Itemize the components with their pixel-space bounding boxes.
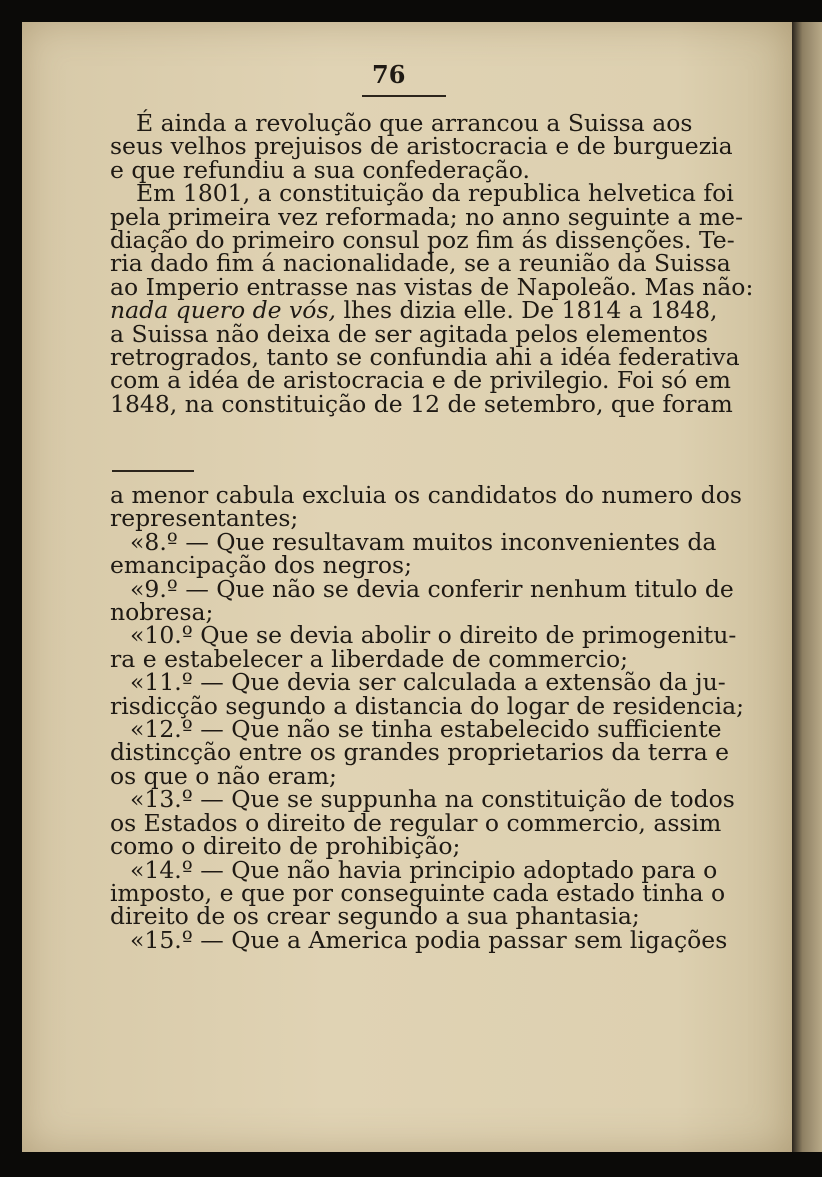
text-line: retrogrados, tanto se confundia ahi a idéa federativa <box>110 343 740 372</box>
main-text <box>110 109 754 418</box>
footnote-line: como o direito de prohibição; <box>110 832 461 861</box>
text-line: e que refundiu a sua confederação. <box>110 155 530 184</box>
text-line: com a idéa de aristocracia e de privilegio. Foi só em <box>110 366 731 395</box>
footnote-line: emancipação dos negros; <box>110 551 413 580</box>
page-number-rule <box>362 95 446 97</box>
text-line: É ainda a revolução que arrancou a Suissa aos <box>136 109 693 137</box>
footnote-rule <box>112 470 194 472</box>
footnote-line: «12.º — Que não se tinha estabelecido sufficiente <box>130 715 722 744</box>
footnote-line: ra e estabelecer a liberdade de commercio; <box>110 644 629 673</box>
page-edge <box>792 22 822 1152</box>
footnote-line: imposto, e que por conseguinte cada estado tinha o <box>110 878 726 907</box>
footnote-line: «11.º — Que devia ser calculada a extensão da ju- <box>130 668 726 697</box>
footnote-line: «14.º — Que não havia principio adoptado para o <box>130 855 718 884</box>
text-line: Em 1801, a constituição da republica helvetica foi <box>136 179 734 208</box>
italic-quote: nada quero de vós, <box>110 296 336 325</box>
page-number: 76 <box>372 60 406 89</box>
text-line: seus velhos prejuisos de aristocracia e de burguezia <box>110 132 733 161</box>
text-line-rest: lhes dizia elle. De 1814 a 1848, <box>343 296 718 325</box>
footnote-line: risdicção segundo a distancia do logar de residencia; <box>110 691 745 720</box>
text-line: ria dado fim á nacionalidade, se a reunião da Suissa <box>110 249 731 278</box>
footnote-line: os Estados o direito de regular o commercio, assim <box>110 808 722 837</box>
text-line: diação do primeiro consul poz fim ás dissenções. Te- <box>110 226 735 255</box>
footnote-line: representantes; <box>110 504 299 533</box>
footnote-line: «15.º — Que a America podia passar sem ligações <box>130 925 728 954</box>
footnote-line: os que o não eram; <box>110 761 337 790</box>
footnote-line: «8.º — Que resultavam muitos inconvenientes da <box>130 527 717 556</box>
text-line: ao Imperio entrasse nas vistas de Napoleão. Mas não: <box>110 272 754 301</box>
footnote-line: a menor cabula excluia os candidatos do numero dos <box>110 481 742 509</box>
footnote-line: nobresa; <box>110 598 214 627</box>
footnote-line: «13.º — Que se suppunha na constituição de todos <box>130 785 735 814</box>
footnote-line: distincção entre os grandes proprietarios da terra e <box>110 738 730 767</box>
footnote-text <box>110 481 745 954</box>
text-line: 1848, na constituição de 12 de setembro, que foram <box>110 389 733 418</box>
footnote-line: «9.º — Que não se devia conferir nenhum titulo de <box>130 574 734 603</box>
text-line: a Suissa não deixa de ser agitada pelos elementos <box>110 319 708 348</box>
text-line: pela primeira vez reformada; no anno seguinte a me- <box>110 202 744 231</box>
footnote-line: direito de os crear segundo a sua phantasia; <box>110 902 640 931</box>
footnote-line: «10.º Que se devia abolir o direito de primogenitu- <box>130 621 737 650</box>
